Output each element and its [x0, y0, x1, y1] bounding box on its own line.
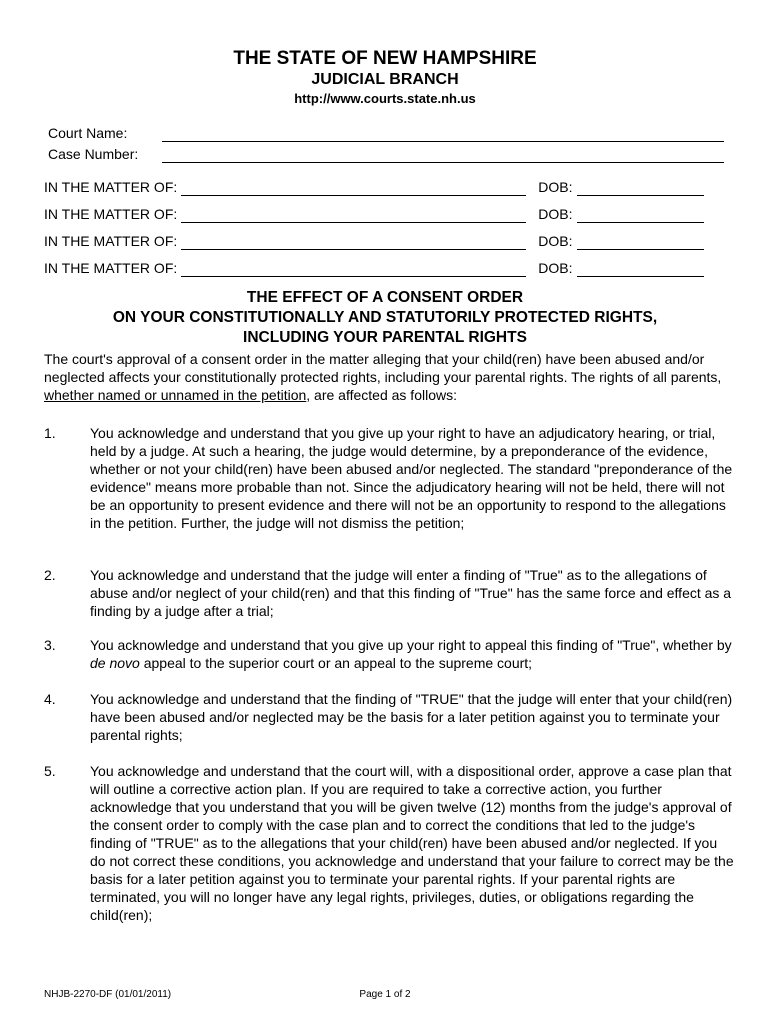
case-number-label: Case Number:: [48, 146, 139, 162]
form-id: NHJB-2270-DF (01/01/2011): [44, 989, 172, 1000]
dob-field[interactable]: [577, 234, 704, 250]
list-item: [44, 762, 734, 924]
dob-label: DOB:: [538, 260, 573, 276]
court-name-field[interactable]: [162, 126, 724, 142]
matter-label: IN THE MATTER OF:: [44, 179, 178, 195]
item-text: You acknowledge and understand that the court will, with a dispositional order, approve a case plan that will outline a corrective action plan. If you are required to take a corrective action, you further acknowledge that you understand that you will be given twelve (12) months from the judge's approval of the consent order to comply with the case plan and to correct the conditions that led to the judge's finding of "TRUE" as to the allegations that your child(ren) have been abused and/or neglected. If you do not correct these conditions, you acknowledge and understand that your failure to correct may be the basis for a later petition against you to terminate your parental rights. If your parental rights are terminated, you will no longer have any legal rights, privileges, duties, or obligations regarding the child(ren);: [90, 763, 734, 923]
item-number: 4.: [44, 691, 56, 707]
dob-label: DOB:: [538, 233, 573, 249]
item-text-italic: de novo: [90, 655, 140, 671]
matter-row-3: [44, 232, 726, 250]
dob-field[interactable]: [577, 180, 704, 196]
matter-name-field[interactable]: [181, 207, 526, 223]
list-item: [44, 690, 734, 744]
matter-label: IN THE MATTER OF:: [44, 260, 178, 276]
matter-label: IN THE MATTER OF:: [44, 233, 178, 249]
list-item: [44, 424, 734, 532]
intro-underlined-text: whether named or unnamed in the petition: [44, 387, 307, 403]
case-number-row: [48, 145, 724, 163]
item-number: 5.: [44, 763, 56, 779]
intro-paragraph: [44, 350, 734, 404]
item-text-part: You acknowledge and understand that you give up your right to appeal this finding of "True", whether by: [90, 637, 732, 653]
document-header: [0, 48, 770, 108]
matter-name-field[interactable]: [181, 261, 526, 277]
state-title: THE STATE OF NEW HAMPSHIRE: [233, 48, 537, 69]
matter-row-2: [44, 205, 726, 223]
page-number: Page 1 of 2: [359, 989, 411, 1000]
section-title: [0, 288, 770, 348]
branch-title: JUDICIAL BRANCH: [311, 71, 459, 88]
matter-name-field[interactable]: [181, 180, 526, 196]
court-name-label: Court Name:: [48, 125, 128, 141]
item-number: 1.: [44, 425, 56, 441]
item-number: 2.: [44, 567, 56, 583]
item-text: [90, 636, 734, 672]
item-text: You acknowledge and understand that you give up your right to have an adjudicatory hearing, or trial, held by a judge. At such a hearing, the judge would determine, by a preponderance of the evidence, whether or not your child(ren) have been abused and/or neglected. The standard "preponderance of the evidence" means more probable than not. Since the adjudicatory hearing will not be held, there will not be an opportunity to present evidence and there will not be an opportunity to respond to the allegations in the petition. Further, the judge will not dismiss the petition;: [90, 425, 733, 531]
list-item: [44, 566, 734, 620]
matter-row-1: [44, 178, 726, 196]
dob-field[interactable]: [577, 207, 704, 223]
intro-text-2: , are affected as follows:: [306, 387, 457, 403]
item-text: You acknowledge and understand that the judge will enter a finding of "True" as to the allegations of abuse and/or neglect of your child(ren) and that this finding of "True" has the same force and effect as a finding by a judge after a trial;: [90, 567, 732, 619]
court-name-row: [48, 124, 724, 142]
section-title-line-2: ON YOUR CONSTITUTIONALLY AND STATUTORILY PROTECTED RIGHTS,: [112, 309, 658, 326]
court-url: http://www.courts.state.nh.us: [294, 91, 476, 106]
matter-row-4: [44, 259, 726, 277]
list-item: [44, 636, 734, 672]
matter-name-field[interactable]: [181, 234, 526, 250]
item-number: 3.: [44, 637, 56, 653]
dob-label: DOB:: [538, 179, 573, 195]
dob-field[interactable]: [577, 261, 704, 277]
dob-label: DOB:: [538, 206, 573, 222]
item-text-part: appeal to the superior court or an appeal to the supreme court;: [139, 655, 533, 671]
intro-text-1: The court's approval of a consent order in the matter alleging that your child(ren) have been abused and/or neglected affects your constitutionally protected rights, including your parental rights. The rights of all parents,: [44, 351, 722, 385]
section-title-line-1: THE EFFECT OF A CONSENT ORDER: [246, 289, 524, 306]
section-title-line-3: INCLUDING YOUR PARENTAL RIGHTS: [243, 329, 527, 346]
item-text: You acknowledge and understand that the finding of "TRUE" that the judge will enter that your child(ren) have been abused and/or neglected may be the basis for a later petition against you to terminate your parental rights;: [90, 691, 733, 743]
matter-label: IN THE MATTER OF:: [44, 206, 178, 222]
case-number-field[interactable]: [162, 147, 724, 163]
